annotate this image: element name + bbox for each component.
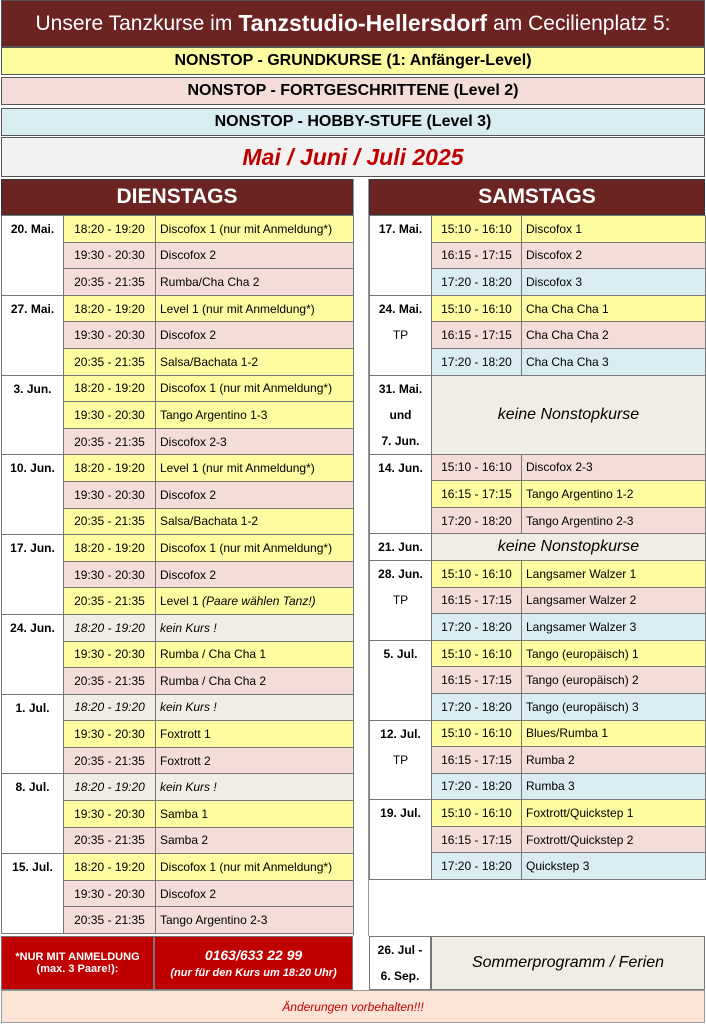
summer-program: Sommerprogramm / Ferien [431, 936, 705, 990]
course-name: Discofox 1 (nur mit Anmeldung*) [160, 381, 333, 396]
table-row [370, 800, 706, 827]
course-name: Blues/Rumba 1 [526, 726, 609, 741]
time-cell: 20:35 - 21:35 [64, 508, 156, 535]
no-course-notice: keine Nonstopkurse [432, 375, 706, 454]
course-name: Discofox 1 (nur mit Anmeldung*) [160, 221, 333, 236]
course-cell [156, 721, 354, 748]
course-name: Langsamer Walzer 1 [526, 566, 637, 581]
course-cell [156, 295, 354, 322]
course-cell [522, 560, 706, 587]
course-name: Tango (europäisch) 3 [526, 699, 639, 714]
course-cell [522, 481, 706, 508]
course-cell [522, 720, 706, 747]
tuesday-schedule-table [1, 215, 354, 934]
course-cell [522, 216, 706, 243]
date-cell [2, 295, 64, 375]
course-name: Level 1 (nur mit Anmeldung*) [160, 461, 315, 476]
course-name: Foxtrott 2 [160, 753, 211, 768]
date-cell [370, 375, 432, 454]
time-cell: 18:20 - 19:20 [64, 694, 156, 721]
course-name: kein Kurs ! [160, 780, 217, 795]
table-row [370, 454, 706, 481]
course-cell [522, 826, 706, 853]
course-cell [156, 561, 354, 588]
time-cell: 16:15 - 17:15 [432, 481, 522, 508]
course-cell [522, 614, 706, 641]
time-cell: 18:20 - 19:20 [64, 535, 156, 562]
date-cell [370, 295, 432, 375]
course-name: Salsa/Bachata 1-2 [160, 514, 259, 529]
time-cell: 20:35 - 21:35 [64, 907, 156, 934]
page-header [1, 0, 705, 47]
date-label: 3. Jun. [13, 381, 52, 396]
course-name: Discofox 2 [160, 487, 217, 502]
date-label: 20. Mai. [10, 222, 55, 236]
date-label: 19. Jul. [380, 806, 421, 821]
date-label: 24. Mai. [378, 301, 423, 316]
table-row [2, 854, 354, 881]
date-cell [2, 455, 64, 535]
table-row [2, 694, 354, 721]
course-cell [156, 269, 354, 296]
date-label: 12. Jul. [380, 726, 421, 741]
phone-number[interactable]: 0163/633 22 99 [204, 947, 303, 963]
course-cell [522, 295, 706, 322]
time-cell: 17:20 - 18:20 [432, 614, 522, 641]
time-cell: 16:15 - 17:15 [432, 587, 522, 614]
table-row [370, 295, 706, 322]
table-row [370, 560, 706, 587]
course-name: Tango Argentino 2-3 [526, 513, 634, 528]
summer-dates [369, 936, 431, 990]
registration-note [1, 936, 154, 990]
changes-notice: Änderungen vorbehalten!!! [1, 990, 705, 1023]
time-cell: 15:10 - 16:10 [432, 560, 522, 587]
registration-note-line2: (max. 3 Paare!): [36, 963, 119, 975]
course-cell [156, 428, 354, 455]
time-cell: 16:15 - 17:15 [432, 826, 522, 853]
time-cell: 16:15 - 17:15 [432, 322, 522, 349]
date-label: 8. Jul. [15, 780, 50, 795]
course-name: Rumba/Cha Cha 2 [160, 274, 260, 289]
course-cell [522, 587, 706, 614]
date-cell [370, 454, 432, 534]
course-cell [522, 800, 706, 827]
time-cell: 19:30 - 20:30 [64, 481, 156, 508]
time-cell: 19:30 - 20:30 [64, 402, 156, 429]
date-cell [2, 216, 64, 296]
date-label: 15. Jul. [12, 860, 53, 875]
course-cell [156, 481, 354, 508]
time-cell: 17:20 - 18:20 [432, 773, 522, 800]
course-name: Discofox 1 (nur mit Anmeldung*) [160, 540, 333, 555]
course-name: Discofox 2 [526, 248, 583, 263]
course-cell [522, 747, 706, 774]
date-sub-label: TP [392, 327, 409, 342]
date-label: 24. Jun. [10, 620, 55, 635]
course-name: Cha Cha Cha 2 [526, 328, 609, 343]
course-cell [156, 668, 354, 695]
time-cell: 18:20 - 19:20 [64, 295, 156, 322]
course-name: Discofox 2 [160, 328, 217, 343]
date-line: 7. Jun. [381, 433, 420, 448]
course-cell [156, 348, 354, 375]
time-cell: 15:10 - 16:10 [432, 216, 522, 243]
date-cell [2, 535, 64, 615]
course-cell [156, 375, 354, 402]
time-cell: 20:35 - 21:35 [64, 269, 156, 296]
course-cell [522, 693, 706, 720]
table-row [2, 295, 354, 322]
course-cell [156, 242, 354, 269]
time-cell: 18:20 - 19:20 [64, 375, 156, 402]
date-line: und [389, 407, 412, 422]
course-name: kein Kurs ! [160, 700, 217, 715]
course-cell [156, 801, 354, 828]
course-cell [156, 907, 354, 934]
course-cell [522, 269, 706, 296]
time-cell: 18:20 - 19:20 [64, 774, 156, 801]
date-cell [2, 774, 64, 854]
time-cell: 19:30 - 20:30 [64, 641, 156, 668]
course-cell [156, 455, 354, 482]
tuesday-heading: DIENSTAGS [1, 179, 353, 215]
course-cell [522, 773, 706, 800]
time-cell: 17:20 - 18:20 [432, 269, 522, 296]
course-name: Level 1 (nur mit Anmeldung*) [160, 301, 315, 316]
course-cell [156, 614, 354, 641]
course-name: kein Kurs ! [160, 620, 217, 635]
course-name: Discofox 2-3 [160, 434, 227, 449]
time-cell: 20:35 - 21:35 [64, 827, 156, 854]
course-note: (Paare wählen Tanz!) [202, 594, 316, 609]
header-pre: Unsere Tanzkurse im [35, 11, 233, 35]
date-cell [2, 614, 64, 694]
time-cell: 18:20 - 19:20 [64, 216, 156, 243]
time-cell: 20:35 - 21:35 [64, 348, 156, 375]
period-title: Mai / Juni / Juli 2025 [1, 137, 705, 177]
course-cell [156, 216, 354, 243]
header-post: am Cecilienplatz 5: [493, 11, 671, 35]
course-name: Tango Argentino 1-3 [160, 407, 268, 422]
phone-note: (nur für den Kurs um 18:20 Uhr) [170, 967, 337, 979]
course-name: Cha Cha Cha 3 [526, 354, 609, 369]
time-cell: 16:15 - 17:15 [432, 242, 522, 269]
course-name: Discofox 1 (nur mit Anmeldung*) [160, 860, 333, 875]
time-cell: 16:15 - 17:15 [432, 667, 522, 694]
course-name: Rumba 3 [526, 779, 575, 794]
summer-date-start: 26. Jul - [377, 943, 423, 957]
course-cell [156, 880, 354, 907]
time-cell: 18:20 - 19:20 [64, 455, 156, 482]
time-cell: 20:35 - 21:35 [64, 588, 156, 615]
time-cell: 20:35 - 21:35 [64, 668, 156, 695]
summer-date-end: 6. Sep. [380, 969, 420, 983]
date-cell [2, 854, 64, 934]
course-cell [156, 641, 354, 668]
time-cell: 15:10 - 16:10 [432, 640, 522, 667]
time-cell: 15:10 - 16:10 [432, 800, 522, 827]
time-cell: 17:20 - 18:20 [432, 853, 522, 880]
course-name: Langsamer Walzer 2 [526, 593, 637, 608]
course-name: Discofox 2-3 [526, 460, 593, 475]
time-cell: 19:30 - 20:30 [64, 880, 156, 907]
time-cell: 19:30 - 20:30 [64, 801, 156, 828]
course-name: Discofox 2 [160, 567, 217, 582]
course-name: Foxtrott/Quickstep 1 [526, 806, 634, 821]
course-cell [522, 853, 706, 880]
course-cell [522, 242, 706, 269]
level-1-banner: NONSTOP - GRUNDKURSE (1: Anfänger-Level) [1, 47, 705, 75]
course-name: Langsamer Walzer 3 [526, 619, 637, 634]
course-cell [156, 402, 354, 429]
course-cell [156, 588, 354, 615]
time-cell: 18:20 - 19:20 [64, 614, 156, 641]
course-cell [522, 454, 706, 481]
level-2-banner: NONSTOP - FORTGESCHRITTENE (Level 2) [1, 77, 705, 105]
course-cell [522, 348, 706, 375]
date-line: 31. Mai. [378, 381, 423, 396]
time-cell: 17:20 - 18:20 [432, 507, 522, 534]
time-cell: 20:35 - 21:35 [64, 428, 156, 455]
time-cell: 16:15 - 17:15 [432, 747, 522, 774]
time-cell: 15:10 - 16:10 [432, 454, 522, 481]
phone-block [154, 936, 353, 990]
course-name: Quickstep 3 [526, 859, 590, 874]
table-row [2, 216, 354, 243]
course-name: Tango Argentino 1-2 [526, 486, 634, 501]
table-row [2, 774, 354, 801]
time-cell: 19:30 - 20:30 [64, 561, 156, 588]
table-row [370, 720, 706, 747]
saturday-heading: SAMSTAGS [369, 179, 705, 215]
date-label: 17. Mai. [378, 222, 423, 236]
date-label: 28. Jun. [378, 566, 423, 581]
time-cell: 19:30 - 20:30 [64, 322, 156, 349]
date-cell [2, 694, 64, 774]
date-label: 14. Jun. [378, 460, 423, 475]
course-cell [522, 667, 706, 694]
course-name: Discofox 2 [160, 248, 217, 263]
column-divider [353, 179, 369, 936]
course-name: Foxtrott 1 [160, 727, 211, 742]
time-cell: 15:10 - 16:10 [432, 295, 522, 322]
course-name: Discofox 1 [526, 221, 583, 236]
course-name: Cha Cha Cha 1 [526, 301, 609, 316]
table-row [2, 375, 354, 402]
course-cell [522, 640, 706, 667]
course-cell [156, 854, 354, 881]
time-cell: 17:20 - 18:20 [432, 693, 522, 720]
course-cell [156, 774, 354, 801]
course-name: Rumba / Cha Cha 2 [160, 673, 267, 688]
date-cell [370, 534, 432, 561]
date-cell [370, 640, 432, 720]
course-name: Tango Argentino 2-3 [160, 913, 268, 928]
table-row [370, 216, 706, 243]
time-cell: 19:30 - 20:30 [64, 721, 156, 748]
course-name: Level 1 [160, 594, 199, 609]
course-cell [522, 322, 706, 349]
time-cell: 15:10 - 16:10 [432, 720, 522, 747]
course-name: Samba 2 [160, 833, 209, 848]
date-label: 5. Jul. [383, 646, 418, 661]
date-label: 1. Jul. [15, 700, 50, 715]
date-label: 10. Jun. [10, 461, 55, 476]
time-cell: 19:30 - 20:30 [64, 242, 156, 269]
course-name: Samba 1 [160, 806, 209, 821]
course-name: Discofox 3 [526, 274, 583, 289]
course-cell [156, 747, 354, 774]
course-name: Rumba 2 [526, 752, 575, 767]
course-cell [156, 535, 354, 562]
course-cell [156, 694, 354, 721]
course-name: Discofox 2 [160, 886, 217, 901]
no-course-notice: keine Nonstopkurse [432, 534, 706, 561]
course-name: Rumba / Cha Cha 1 [160, 647, 267, 662]
date-cell [370, 800, 432, 880]
course-cell [522, 507, 706, 534]
registration-note-line1: *NUR MIT ANMELDUNG [15, 951, 140, 963]
course-name: Tango (europäisch) 1 [526, 646, 639, 661]
course-cell [156, 827, 354, 854]
course-name: Foxtrott/Quickstep 2 [526, 832, 634, 847]
table-row [2, 535, 354, 562]
date-sub-label: TP [392, 592, 409, 607]
time-cell: 20:35 - 21:35 [64, 747, 156, 774]
time-cell: 17:20 - 18:20 [432, 348, 522, 375]
studio-name: Tanzstudio-Hellersdorf [238, 10, 488, 36]
date-cell [370, 560, 432, 640]
table-row [2, 614, 354, 641]
table-row [370, 640, 706, 667]
date-cell [370, 216, 432, 296]
table-row [2, 455, 354, 482]
course-cell [156, 322, 354, 349]
course-name: Salsa/Bachata 1-2 [160, 354, 259, 369]
date-label: 17. Jun. [10, 541, 55, 556]
course-name: Tango (europäisch) 2 [526, 673, 639, 688]
saturday-schedule-table [369, 215, 706, 880]
course-cell [156, 508, 354, 535]
date-cell [370, 720, 432, 800]
date-label: 27. Mai. [10, 301, 55, 316]
date-sub-label: TP [392, 752, 409, 767]
level-3-banner: NONSTOP - HOBBY-STUFE (Level 3) [1, 108, 705, 136]
date-label: 21. Jun. [378, 540, 423, 555]
date-cell [2, 375, 64, 455]
time-cell: 18:20 - 19:20 [64, 854, 156, 881]
